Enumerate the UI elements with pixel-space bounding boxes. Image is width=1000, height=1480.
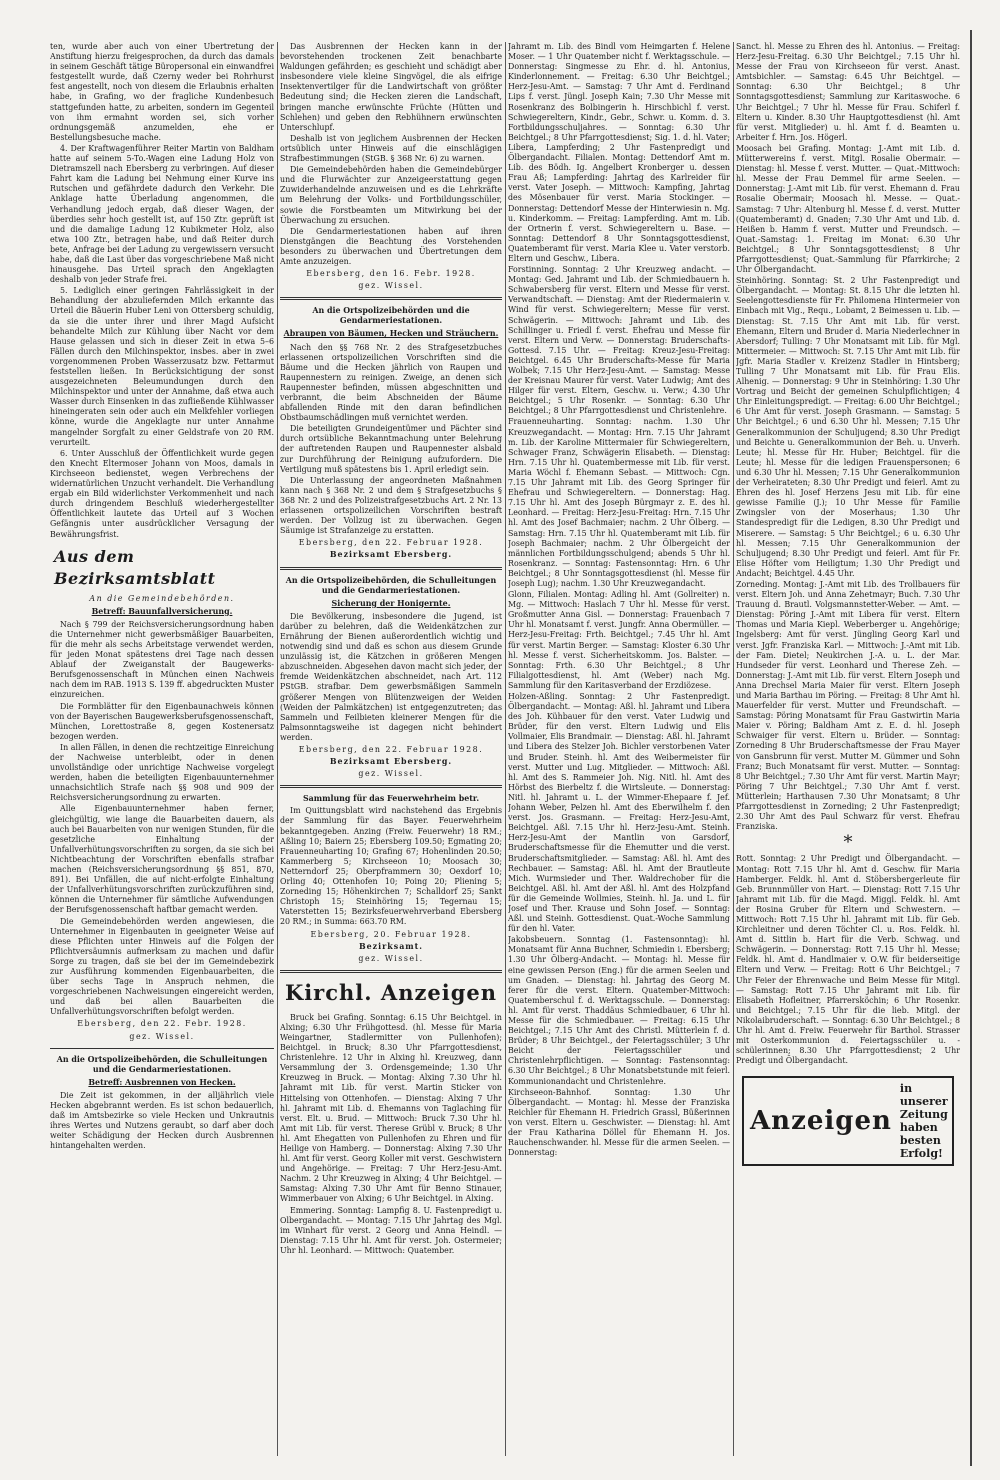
bezirksamtsblatt-addressee: An die Gemeindebehörden. xyxy=(89,593,235,603)
notice-signature: Bezirksamt. xyxy=(358,941,424,951)
notice-paragraph: Das Ausbrennen der Hecken kann in der bevorstehenden trockenen Zeit benachbarte Waldungen gefährden; es geschieht und schädigt aber insbesondere viele kleine Singvögel, die als eifrige Insektenvertilger für die Landwirtschaft von größter Bedeutung sind; die Hecken zieren die Landschaft, bringen manche erwünschte Früchte (Hütten und Schlehen) und geben den Rebhühnern erwünschten Unterschlupf. xyxy=(280,42,502,132)
column-rule xyxy=(505,42,506,1456)
notice-signature: gez. Wissel. xyxy=(358,769,424,779)
divider xyxy=(50,1048,274,1049)
notice-date: Ebersberg, den 22. Febr. 1928. xyxy=(77,1019,247,1029)
church-notice: Steinhöring. Sonntag: St. 2 Uhr Fastenpredigt und Ölbergandacht. — Montag: St. 8.15 Uhr die letzten hl. Seelengottesdienste für Fr. Philomena Hintermeier von Einbach mit Vig., Requ., Lobamt, 2 Beimessen u. Lib. — Dienstag: St. 7.15 Uhr Amt mit Lib. für verst. Ehemann, Eltern und Bruder d. Maria Niederlechner in Abersdorf; Tulling: 7 Uhr Monatsamt mit Lib. für Mgl. Mittermeier. — Mittwoch: St. 7.15 Uhr Amt mit Lib. für Jgfr. Maria Stadler v. Kreizenz Stadler in Hintsberg; Tulling 7 Uhr Monatsamt mit Lib. für Frau Elis. Alhenig. — Donnerstag: 9 Uhr in Steinhöring: 1.30 Uhr Vortrag und Beicht der gemeinen Schulpflichtigen; 4 Uhr Einleitungspredigt. — Freitag: 6.00 Uhr Beichtgel.; 6 Uhr Amt für verst. Joseph Grasmann. — Samstag: 5 Uhr Beichtgel.; 6 und 6.30 Uhr hl. Messen; 7.15 Uhr Generalkommunion der Schuljugend; 8.30 Uhr Predigt und Beichte u. Generalkommunion der Beh. u. Unverh. Leute; hl. Messe für Hr. Huber; Beichtgel. für die Leute; hl. Messe für die ledigen Frauenspersonen; 6 und 6.30 Uhr hl. Messen; 7.15 Uhr Generalkommunion der Verheirateten; 8.30 Uhr Predigt und feierl. Amt zu Ehren des hl. Josef Herzens Jesu mit Lib. für eine gewisse Familie (J.); 10 Uhr Messe für Familie Zwingsler von der Moserhaus; 1.30 Uhr Standespredigt für die Ledigen, 8.30 Uhr Predigt und Miserere. — Samstag: 5 Uhr Beichtgel.; 6 u. 6.30 Uhr hl. Messen; 7.15 Uhr Generalkommunion der Schuljugend; 8.30 Uhr Predigt und feierl. Amt für Fr. Elise Höfter vom Heiligtum; 1.30 Uhr Predigt und Andacht; Beichtgel. 4.45 Uhr. xyxy=(736,276,960,578)
church-notice: Jakobsbeuern. Sonntag (1. Fastensonntag): hl. Monatsamt für Anna Buchner, Schmiedin i. Ebersberg; 1.30 Uhr Ölberg-Andacht. — Montag: hl. Messe für eine gewissen Person (Eng.) für die armen Seelen und um Gnaden. — Dienstag: hl. Jahrtag des Georg M. ferer für die verst. Eltern. Quatember-Mittwoch: Quatemberschul f. d. Werktagsschule. — Donnerstag: hl. Amt für verst. Thaddäus Schmiedbauer, 6 Uhr hl. Messe für die Schmiedbauer. — Freitag: 6.15 Uhr Beichtgel.; 7.15 Uhr Amt des Christl. Mütterlein f. d. Brüder; 8 Uhr Beichtgel., der Feiertagsschüler; 3 Uhr Beicht der Feiertagsschüler und Christenlehrpflichtigen. — Sonntag: Fastensonntag: 6.30 Uhr Beichtgel.; 8 Uhr Monatsbetstunde mit feierl. Kommunionandacht und Christenlehre. xyxy=(508,935,730,1086)
notice-signature: gez. Wissel. xyxy=(129,1031,195,1041)
notice-signature: gez. Wissel. xyxy=(358,281,424,291)
betreff-bauunfall: Betreff: Bauunfallversicherung. xyxy=(91,606,233,616)
notice-signature: Bezirksamt Ebersberg. xyxy=(329,550,453,560)
notice-paragraph: Die Gemeindebehörden werden angewiesen, die Unternehmer in Eigenbauten in geeigneter Weise auf diese Pflichten unter Hinweis auf die Folgen der Pflichtversäumnis aufmerksam zu machen und dafür Sorge zu tragen, daß sie bei der im Gemeindebezirk zur Ausführung kommenden Eigenbauarbeiten, die über sechs Tage in Anspruch nehmen, die vorgeschriebenen Nachweisungen eingereicht werden, und daß bei allen Bauarbeiten die Unfallverhütungsvorschriften befolgt werden. xyxy=(50,916,274,1017)
column-rule xyxy=(277,42,278,1456)
notice-paragraph: Nach den §§ 768 Nr. 2 des Strafgesetzbuches erlassenen ortspolizeilichen Vorschriften sind die Bäume und die Hecken jährlich von Raupen und Raupennestern zu reinigen. Zweige, an denen sich Raupennester befinden, müssen abgeschnitten und verbrannt, die beim Abschneiden der Bäume abfallenden Rinde mit den daran befindlichen Obstbaumschädlingen muß vernichtet werden. xyxy=(280,342,502,423)
notice-paragraph: Alle Eigenbauunternehmer haben ferner, gleichgültig, wie lange die Bauarbeiten dauern, als auch bei Bauarbeiten von nur wenigen Stunden, für die gesetzliche Einhaltung der Unfallverhütungsvorschriften zu sorgen, da sie sich bei Nichtbeachtung der Vorschriften ebenfalls strafbar machen (Reichsversicherungsordnung §§ 851, 870, 891). Bei Unfällen, die auf nicht-erfolgte Einhaltung der Unfallverhütungsvorschriften zurückzuführen sind, können die Unternehmer für sämtliche Aufwendungen der Berufsgenossenschaft haftbar gemacht werden. xyxy=(50,804,274,915)
church-notice: Holzen-Aßling. Sonntag: 2 Uhr Fastenpredigt. Ölbergandacht. — Montag: Aßl. hl. Jahramt und Libera des Joh. Kühbauer für den verst. Vater Ludwig und Brüder, für den verst. Eltern Ludwig und Elis Vollmaier, Elis Brandmair. — Dienstag: Aßl. hl. Jahramt und Libera des Stelzer Joh. Bichler verstorbenen Vater und Bruder. Steinh. hl. Amt des Weibermeister für verst. Mutter und Lug. Mitglieder. — Mittwoch: Aßl. hl. Amt des S. Rammeier Joh. Nig. Nitl. hl. Amt des Hörbst des Bierbeltz f. die Wirtsleute. — Donnerstag: Nitl. hl. Jahramt u. L. der Wimmer-Ehepaare f. Jef. Johann Weber, Pelzen hl. Amt des Eberwilhelm f. den verst. Jos. Grasmann. — Freitag: Herz-Jesu-Amt, Beichtgel. Aßl. 7.15 Uhr hl. Herz-Jesu-Amt. Steinh. Herz-Jesu-Amt der Mantlin von Garsdorf, Bruderschaftsmesse für die Ehemutter und die verst. Bruderschaftsmitglieder. — Samstag: Aßl. hl. Amt des Rechbauer. — Samstag: Aßl. hl. Amt der Brautleute Mich. Wurmsieder und Ther. Waldrechober für die Beichtgel. Aßl. hl. Amt der Aßl. hl. Amt des Holzpfand für die Gemeinde Wollmies, Steinh. hl. Ja. und L. für Josef und Ther. Krause und Sohn Josef. — Sonntag: Aßl. und Steinh. Gottesdienst. Quat.-Woche Sammlung für den hl. Vater. xyxy=(508,692,730,934)
betreff-hecken: Betreff: Ausbrennen von Hecken. xyxy=(88,1077,236,1087)
church-notice: Emmering. Sonntag: Lampfig 8. U. Fastenpredigt u. Olbergandacht. — Montag: 7.15 Uhr Jahrtag des Mgl. im Winhart für verst. 2 Georg und Anna Heindl. — Dienstag: 7.15 Uhr hl. Amt für verst. Joh. Ostermeier; Uhr hl. Leonhard. — Mittwoch: Quatember. xyxy=(280,1205,502,1255)
notice-addressee: An die Ortspolizeibehörden, die Schulleitungen und die Gendarmeriestationen. xyxy=(56,1054,268,1074)
ad-tagline-line: in unserer Zeitung xyxy=(899,1082,948,1122)
separator-star: * xyxy=(843,832,853,854)
notice-paragraph: Nach § 799 der Reichsversicherungsordnung haben die Unternehmer nicht gewerbsmäßiger Bauarbeiten, für die mehr als sechs Arbeitstage verwendet werden, für jeden Monat spätestens drei Tage nach dessen Ablauf der Zweiganstalt der Baugewerks-Berufsgenossenschaft in München einen Nachweis nach dem im RAB. 1913 S. 139 ff. abgedruckten Muster einzureichen. xyxy=(50,619,274,700)
column-2 xyxy=(280,42,502,1458)
ad-tagline-line: haben besten Erfolg! xyxy=(899,1121,943,1161)
church-notice: Glonn, Filialen. Montag: Adling hl. Amt (Gollreiter) n. Mg. — Mittwoch: Haslach 7 Uhr hl. Messe für verst. Großmutter Anna Gisl. — Donnerstag: Frauenbach 7 Uhr hl. Monatsamt f. verst. Jungfr. Anna Obermüller. — Herz-Jesu-Freitag: Frth. Beichtgel.; 7.45 Uhr hl. Amt für verst. Martin Berger. — Samstag: Kloster 6.30 Uhr hl. Messe f. verst. Sicherheitskomm. Jos. Balster. — Sonntag: Frth. 6.30 Uhr Beichtgel.; 8 Uhr Filialgottesdienst, hl. Amt (Weber) nach Mg. Sammlung für den Karitasverband der Erzdiözese. xyxy=(508,590,730,690)
notice-paragraph: Die Gemeindebehörden haben die Gemeindebürger und die Flurwächter zur Anzeigeerstattung gegen Zuwiderhandelnde anzuweisen und es die Lehrkräfte um Belehrung der Volks- und Fortbildungsschüler, sowie die Forstbeamten um Mitwirkung bei der Überwachung zu ersuchen. xyxy=(280,165,502,225)
notice-paragraph: Im Quittungsblatt wird nachstehend das Ergebnis der Sammlung für das Bayer. Feuerwehrheim bekanntgegeben. Anzing (Freiw. Feuerwehr) 18 RM.; Aßling 10; Baiern 25; Ebersberg 109.50; Egmating 20; Frauenneuharting 10; Grafing 67; Hohenlinden 20.50; Kammerberg 5; Kirchseeon 10; Moosach 30; Netterndorf 25; Oberpframmern 30; Oexdorf 10; Orling 40; Ottenhofen 10; Poing 20; Pliening 5; Zorneding 15; Höhenkirchen 7; Schalldorf 25; Sankt Christoph 15; Steinhöring 15; Tegernau 15; Vaterstetten 15; Bezirksfeuerwehrverband Ebersberg 20 RM.; in Summa: 663.70 RM. xyxy=(280,806,502,927)
notice-signature: Bezirksamt Ebersberg. xyxy=(329,757,453,767)
kirchliche-anzeigen-heading: Kirchl. Anzeigen xyxy=(284,979,498,1005)
feuerwehr-heading: Sammlung für das Feuerwehrheim betr. xyxy=(302,794,480,804)
notice-paragraph: In allen Fällen, in denen die rechtzeitige Einreichung der Nachweise unterbleibt, oder in denen unvollständige oder unrichtige Nachweise vorgelegt werden, haben die beteiligten Eigenbauunternehmer unnachsichtlich Strafe nach §§ 908 und 909 der Reichsversicherungsordnung zu erwarten. xyxy=(50,742,274,803)
divider xyxy=(280,567,502,570)
notice-paragraph: Deshalb ist von jeglichem Ausbrennen der Hecken ortsüblich unter Hinweis auf die einschlägigen Strafbestimmungen (StGB. § 368 Nr. 6) zu warnen. xyxy=(280,133,502,164)
court-report-paragraph: 6. Unter Ausschluß der Öffentlichkeit wurde gegen den Knecht Eltermoser Johann von Moos, damals in Kirchseeon bedienstet, wegen Verbrechens der widernatürlichen Unzucht verhandelt. Die Verhandlung ergab ein Bild widerlichster Verkommenheit und nach durch dringendem Beschluß wiederhergestellter Öffentlichkeit lautete das Urteil auf 3 Wochen Gefängnis unter ausdrücklicher Versagung der Bewährungsfrist. xyxy=(50,448,274,539)
column-rule xyxy=(733,42,734,1456)
bezirksamtsblatt-heading: Aus dem Bezirksamtsblatt xyxy=(54,546,216,588)
notice-date: Ebersberg, den 16. Febr. 1928. xyxy=(306,269,476,279)
page-edge xyxy=(970,30,972,1466)
divider xyxy=(280,785,502,788)
notice-date: Ebersberg, 20. Februar 1928. xyxy=(310,929,472,939)
notice-addressee: An die Ortspolizeibehörden und die Gendarmeriestationen. xyxy=(312,306,470,326)
divider xyxy=(280,297,502,300)
church-notice: Frauenneuharting. Sonntag: nachm. 1.30 Uhr Kreuzwegandacht. — Montag: Hrn. 7.15 Uhr Jahramt m. Lib. der Karoline Mittermaier für Schwiegereltern, Schwager Franz, Schwägerin Elisabeth. — Dienstag: Hrn. 7.15 Uhr hl. Quatembermesse mit Lib. für verst. Maria Wöchl f. Ehemann Sebast. — Mittwoch: Cgn. 7.15 Uhr Jahramt mit Lib. des Georg Springer für Ehefrau und Schwiegereltern. — Donnerstag: Hag. 7.15 Uhr hl. Amt des Joseph Bürgmayr z. E. des hl. Leonhard. — Freitag: Herz-Jesu-Freitag: Hrn. 7.15 Uhr hl. Amt des Josef Bachmaier; nachm. 2 Uhr Ölberg. — Samstag: Hrn. 7.15 Uhr hl. Quatemberamt mit Lib. für Joseph Bachmaier; nachm. 2 Uhr Ölbergeicht der männlichen Fortbildungsschulgend; abends 5 Uhr hl. Rosenkranz. — Sonntag: Fastensonntag: Hrn. 6 Uhr Beichtgel.; 8 Uhr Sonntagsgottesdienst (hl. Messe für Joseph Lug); nachm. 1.30 Uhr Kreuzwegandacht. xyxy=(508,417,730,588)
notice-paragraph: Die Zeit ist gekommen, in der alljährlich viele Hecken abgebrannt werden. Es ist schon bedauerlich, daß im Amtsbezirke so viele Hecken und Unkrautnis ihres Wertes und Nutzens geraubt, so darf aber doch weiter Schädigung der Hecken durch Ausbrennen hintangehalten werden. xyxy=(50,1090,274,1151)
notice-paragraph: Die Unterlassung der angeordneten Maßnahmen kann nach § 368 Nr. 2 und dem § Strafgesetzbuchs § 368 Nr. 2 und des Polizeistrafgesetzbuchs Art. 2 Nr. 13 erlassenen ortspolizeilichen Vorschriften bestraft werden. Der Vollzug ist zu überwachen. Gegen Säumige ist Strafanzeige zu erstatten. xyxy=(280,475,502,536)
advertisement-box xyxy=(742,1076,954,1166)
church-notice: Rott. Sonntag: 2 Uhr Predigt und Ölbergandacht. — Montag: Rott 7.15 Uhr hl. Amt d. Geschw. für Maria Hamberger. Feldk. hl. Amt d. Stöbersbergerleute für Geb. Brunnmüller von Hart. — Dienstag: Rott 7.15 Uhr Jahramt mit Lib. für die Magd. Miggl. Feldk. hl. Amt der Rosina Gruber für Eltern und Schwestern. — Mittwoch: Rott 7.15 Uhr hl. Jahramt mit Lib. für Geb. Kirchleitner und deren Töchter Cl. u. Ros. Feldk. hl. Amt d. Sittlin b. Hart für die Verb. Schwag. und Schwägerin. — Donnerstag: Rott 7.15 Uhr hl. Messe; Feldk. hl. Amt d. Handlmaier v. O.W. für beiderseitige Eltern und Verw. — Freitag: Rott 6 Uhr Beichtgel.; 7 Uhr Feier der Ehrenwache und Beim Messe für Mitgl. — Samstag: Rott 7.15 Uhr Jahramt mit Lib. für Elisabeth Hofleitner, Pfarrersköchin; 6 Uhr Rosenkr. und Beichtgel.; 7.15 Uhr für die lieb. Mitgl. der Nikolaibruderschaft. — Sonntag: 6.30 Uhr Beichtgel.; 8 Uhr hl. Amt d. Freiw. Feuerwehr für Barthol. Strasser mit Osterkommunion d. Feiertagsschüler u. -schülerinnen; 8.30 Uhr Pfarrgottesdienst; 2 Uhr Predigt und Ölbergandacht. xyxy=(736,854,960,1066)
notice-date: Ebersberg, den 22. Februar 1928. xyxy=(298,745,484,754)
church-notice: Bruck bei Grafing. Sonntag: 6.15 Uhr Beichtgel. in Alxing; 6.30 Uhr Frühgottesd. (hl. Messe für Maria Weingartner, Stadlermitter von Pullenhofen); Beichtgel. in Bruck; 8.30 Uhr Pfarrgottesdienst, Christenlehre. 12 Uhr in Alxing hl. Kreuzweg, dann Versammlung der 3. Ordensgemeinde; 1.30 Uhr Kreuzweg in Bruck. — Montag: Alxing 7.30 Uhr hl. Jahramt mit Lib. für verst. Martin Sticker von Hittelsing von Ottenhofen. — Dienstag: Alxing 7 Uhr hl. Jahramt mit Lib. d. Ehemanns von Taglaching für verst. Elt. u. Brud. — Mittwoch: Bruck 7.30 Uhr hl. Amt mit Lib. für verst. Therese Grübl v. Bruck; 8 Uhr hl. Amt Ehegatten von Pullenhofen zu Ehren und für Heilige von Hamberg. — Donnerstag: Alxing 7.30 Uhr hl. Amt für verst. Georg Koller mit verst. Geschwistern und Angehörige. — Freitag: 7 Uhr Herz-Jesu-Amt. Nachm. 2 Uhr Kreuzweg in Alxing; 4 Uhr Beichtgel. — Samstag: Alxing 7.30 Uhr Amt für Benno Stinauer, Wimmerbauer von Alxing; 6 Uhr Beichtgel. in Alxing. xyxy=(280,1012,502,1204)
notice-paragraph: Die Formblätter für den Eigenbaunachweis können von der Bayerischen Baugewerksberufsgenossenschaft, München, Lorettostraße 8, gegen Kostenersatz bezogen werden. xyxy=(50,701,274,741)
church-notice: Sanct. hl. Messe zu Ehren des hl. Antonius. — Freitag: Herz-Jesu-Freitag. 6.30 Uhr Beichtgel.; 7.15 Uhr hl. Messe der Frau von Kirchseeon für verst. Anast. Amtsbichler. — Samstag: 6.45 Uhr Beichtgel. — Sonntag: 6.30 Uhr Beichtgel.; 8 Uhr Sonntagsgottesdienst; Sammlung zur Karitaswoche. 6 Uhr Beichtgel.; 7 Uhr hl. Messe für Frau. Schiferl f. Eltern u. Kinder. 8.30 Uhr Hauptgottesdienst (hl. Amt für verst. Mitglieder) u. hl. Amt f. d. Beamten u. Arbeiter f. Hrn. Jos. Högerl. xyxy=(736,42,960,142)
ad-headline: Anzeigen xyxy=(750,1106,892,1137)
church-notice: Forstinning. Sonntag: 2 Uhr Kreuzweg andacht. — Montag: Ged. Jahramt und Lib. der Schmiedbauern h. Schwabersberg für verst. Eltern und Messe für verst. Verwandtschaft. — Dienstag: Amt der Riedermaierin v. Wind für verst. Schwiegereltern; Messe für verst. Schwägerin. — Mittwoch: Jahramt und Lib. des Schillinger u. Friedl f. verst. Ehefrau und Messe für verst. Eltern und Verw. — Donnerstag: Bruderschafts-Gottesd. 7.15 Uhr. — Freitag: Kreuz-Jesu-Freitag: Beichtgel. 6.45 Uhr Bruderschafts-Messe für Maria Wolbek; 7.15 Uhr Herz-Jesu-Amt. — Samstag: Messe der Kreisnau Maurer für verst. Vater Ludwig; Amt des Hilger für verst. Eltern, Geschw. u. Verw.; 4.30 Uhr Beichtgel.; 5 Uhr Rosenkr. — Sonntag: 6.30 Uhr Beichtgel.; 8 Uhr Pfarrgottesdienst und Christenlehre. xyxy=(508,265,730,416)
church-notice: Zorneding. Montag: J.-Amt mit Lib. des Trollbauers für verst. Eltern Joh. und Anna Zehetmayr; Buch. 7.30 Uhr Trauung d. Brautl. Volgsmannstetter-Weber. — Amt. — Dienstag: Pöring J.-Amt mit Libera für verst. Eltern Thomas und Maria Kiepl. Weberberger u. Angehörige; Ingelsberg: Amt für verst. Jüngling Georg Karl und verst. Jgfr. Franziska Karl. — Mittwoch: J.-Amt mit Lib. der Fam. Dietel; Neukirchen J.-A. u. L. der Mar. Hundseder für verst. Leonhard und Therese Zeh. — Donnerstag: J.-Amt mit Lib. für verst. Eltern Joseph und Anna Drechsel Maria Maier für verst. Eltern Joseph und Maria Barthau im Pöring. — Freitag: 8 Uhr Amt hl. Mauerfelder für verst. Mutter und Freundschaft. — Samstag: Pöring Monatsamt für Frau Gastwirtin Maria Maier v. Pöring; Baldham Amt z. E. d. hl. Joseph Schwaiger für verst. Eltern u. Brüder. — Sonntag: Zorneding 8 Uhr Bruderschaftsmesse der Frau Mayer von Gansbrunn für verst. Mutter M. Gümmer und Sohn Franz; Buch Monatsamt für verst. Mutter. — Sonntag: 8 Uhr Beichtgel.; 7.30 Uhr Amt für verst. Martin Mayr; Pöring 7 Uhr Beichtgel.; 7.30 Uhr Amt f. verst. Mütterlein; Harthausen 7.30 Uhr Monatsamt; 8 Uhr Pfarrgottesdienst in Zorneding; 2 Uhr Fastenpredigt; 2.30 Uhr Amt des Paul Schwarz für verst. Ehefrau Franziska. xyxy=(736,579,960,832)
betreff-honigernte: Sicherung der Honigernte. xyxy=(331,598,451,608)
betreff-raupen: Abraupen von Bäumen, Hecken und Sträuchern. xyxy=(283,329,499,339)
notice-paragraph: Die beteiligten Grundeigentümer und Pächter sind durch ortsübliche Bekanntmachung unter Belehrung der auftretenden Raupen und Raupennester alsbald zur Durchführung der Reinigung aufzufordern. Die Vertilgung muß spätestens bis 1. April erledigt sein. xyxy=(280,424,502,474)
column-1 xyxy=(50,42,274,1458)
court-report-paragraph: 4. Der Kraftwagenführer Reiter Martin von Baldham hatte auf seinem 5-To.-Wagen eine Ladung Holz von Dietramszell nach Ebersberg zu verbringen. Auf dieser Fahrt kam die Ladung bei Nehmung einer Kurve ins Rutschen und gefährdete dadurch den Verkehr. Die Anklage hatte Überladung angenommen, die Verhandlung jedoch ergab, daß dieser Wagen, der überdies sehr hoch gestellt ist, auf 150 Ztr. geprüft ist und die damalige Ladung 12 Kubikmeter Holz, also etwa 100 Ztr., betragen habe, und daß Reiter durch bete, Anfrage bei der Ladung zu vergewissern versucht habe, daß die Last über das vorgeschriebene Maß nicht hinausgehe. Das Urteil sprach den Angeklagten deshalb von jeder Strafe frei. xyxy=(50,143,274,285)
notice-paragraph: Die Gendarmeriestationen haben auf ihren Dienstgängen die Beachtung des Vorstehenden besonders zu überwachen und Übertretungen dem Amte anzuzeigen. xyxy=(280,226,502,266)
church-notice: Kirchseeon-Bahnhof. Sonntag: 1.30 Uhr Ölbergandacht. — Montag: hl. Messe der Franziska Reichler für Ehemann H. Friedrich Grassl, Büßerinnen von verst. Eltern u. Geschwister. — Dienstag: hl. Amt der Frau Katharina Döllel für Ehemann H. Jos. Rauchenschwander. hl. Messe für die armen Seelen. — Donnerstag: xyxy=(508,1087,730,1158)
court-report-paragraph: ten, wurde aber auch von einer Übertretung der Anstiftung hierzu freigesprochen, da durch das damals in seinem Geschäft tätige Büropersonal ein einwandfrei festgestellt wurde, daß Czerny weder bei Rohrhurst fest angestellt, noch von diesem die Erlaubnis erhalten habe, in Grafing, wo der fragliche Kundenbesuch stattgefunden hatte, zu arbeiten, sondern im Gegenteil von ihm ermahnt worden sei, sich vorher ordnungsgemäß anzumelden, ehe er Bestellungsbesuche mache. xyxy=(50,42,274,142)
church-notice: Moosach bei Grafing. Montag: J.-Amt mit Lib. d. Mütterwereins f. verst. Mitgl. Rosalie Obermair. — Dienstag: hl. Messe f. verst. Mutter. — Quat.-Mittwoch: hl. Messe der Frau Demmel für arme Seelen. — Donnerstag: J.-Amt mit Lib. für verst. Ehemann d. Frau Rosalie Obermair; Moosach hl. Messe. — Quat.-Samstag: 7 Uhr: Altenburg hl. Messe f. d. verst. Mutter (Quatemberamt) d. Gnaden; 7.30 Uhr Amt und Lib. d. Heißen b. Hamm f. verst. Mutter und Freundsch. — Quat.-Samstag: 1. Freitag im Monat: 6.30 Uhr Beichtgel.; 8 Uhr Sonntagsgottesdienst; 8 Uhr Pfarrgottesdienst; Quat.-Sammlung für Pfarrkirche; 2 Uhr Ölbergandacht. xyxy=(736,143,960,275)
church-notice: Jahramt m. Lib. des Bindl vom Heimgarten f. Helene Moser. — 1 Uhr Quatember nicht f. Werktagsschule. — Donnerstag: Singmesse zu Ehr. d. hl. Antonius, Kinderlonnement. — Freitag: 6.30 Uhr Beichtgel.; Herz-Jesu-Amt. — Samstag: 7 Uhr Amt d. Ferdinand Lips f. verst. Jüngl. Joseph Kain; 7.30 Uhr Messe mit Rosenkranz des Bolbingerin h. Hirschbichl f. verst. Schwiegereltern, Kindr., Gebr., Schwr. u. Komm. d. 3. Fortbildungsschuljahres. — Sonntag: 6.30 Uhr Beichtgel.; 8 Uhr Pfarrgottesdienst; Sig. 1. d. hl. Vater; Libera, Lampferding; 2 Uhr Fastenpredigt und Ölbergandacht. Filialen. Montag: Dettendorf Amt m. Lib. des Bödh. Ig. Angelbert Kronberger u. dessen Frau Aß; Lampferding: Jahrtag des Karlreider für verst. Vater Joseph. — Mittwoch: Kampfing, Jahrtag des Mösenbauer für verst. Maria Stockinger. — Donnerstag: Dettendorf Messe der Hinterwiesin n. Mg. u. Kinderkomm. — Freitag: Lampferding. Amt m. Lib. der Ortnerin f. verst. Schwiegereltern u. Base. — Sonntag: Dettendorf 8 Uhr Sonntagsgottesdienst, Quatemberamt für verst. Maria Klee u. Vater verstorb. Eltern und Geschw., Libera. xyxy=(508,42,730,263)
notice-date: Ebersberg, den 22. Februar 1928. xyxy=(298,538,484,548)
column-4 xyxy=(736,42,960,1458)
notice-paragraph: Die Bevölkerung, insbesondere die Jugend, ist darüber zu belehren, daß die Weidenkätzchen zur Ernährung der Bienen außerordentlich wichtig und notwendig sind und daß es schon aus diesem Grunde unzulässig ist, die Kätzchen in größeren Mengen abzuschneiden. Abgesehen davon macht sich jeder, der fremde Weidenkätzchen abschneidet, nach Art. 112 PStGB. strafbar. Dem gewerbsmäßigen Sammeln größerer Mengen von Blütenzweigen der Weiden (Weiden der Palmkätzchen) ist entgegenzutreten; das Sammeln und Feilbieten kleinerer Mengen für die Palmsonntagsweihe ist dagegen nicht behindert werden. xyxy=(280,611,502,742)
notice-signature: gez. Wissel. xyxy=(358,953,424,963)
notice-addressee: An die Ortspolizeibehörden, die Schulleitungen und die Gendarmeriestationen. xyxy=(285,575,497,595)
court-report-paragraph: 5. Lediglich einer geringen Fahrlässigkeit in der Behandlung der abzuliefernden Milch erkannte das Urteil die Bäuerin Huber Leni von Ottersberg schuldig, da sie die unter ihrer und ihrer Magd Aufsicht behandelte Milch zur Kühlung über Nacht vor dem Hause gelassen und sich in dieser Zeit in etwa 5–6 Fällen durch den Milchinspektor, insbes. aber in zwei vorgenommenen Proben Wasserzusatz bzw. Fettarmut feststellen ließen. In Berücksichtigung der sonst ausgezeichneten Beleumundungen durch den Milchinspektor und unter der Annahme, daß etwa auch Wasser durch Einsenken in das zufließende Kühlwasser hineingeraten sein oder auch ein Melkfehler vorliegen könne, wurde die Angeklagte nur unter Annahme mangelnder Sorgfalt zu einer Geldstrafe von 20 RM. verurteilt. xyxy=(50,286,274,447)
divider xyxy=(280,970,502,973)
column-3 xyxy=(508,42,730,1458)
ad-tagline xyxy=(900,1082,948,1160)
